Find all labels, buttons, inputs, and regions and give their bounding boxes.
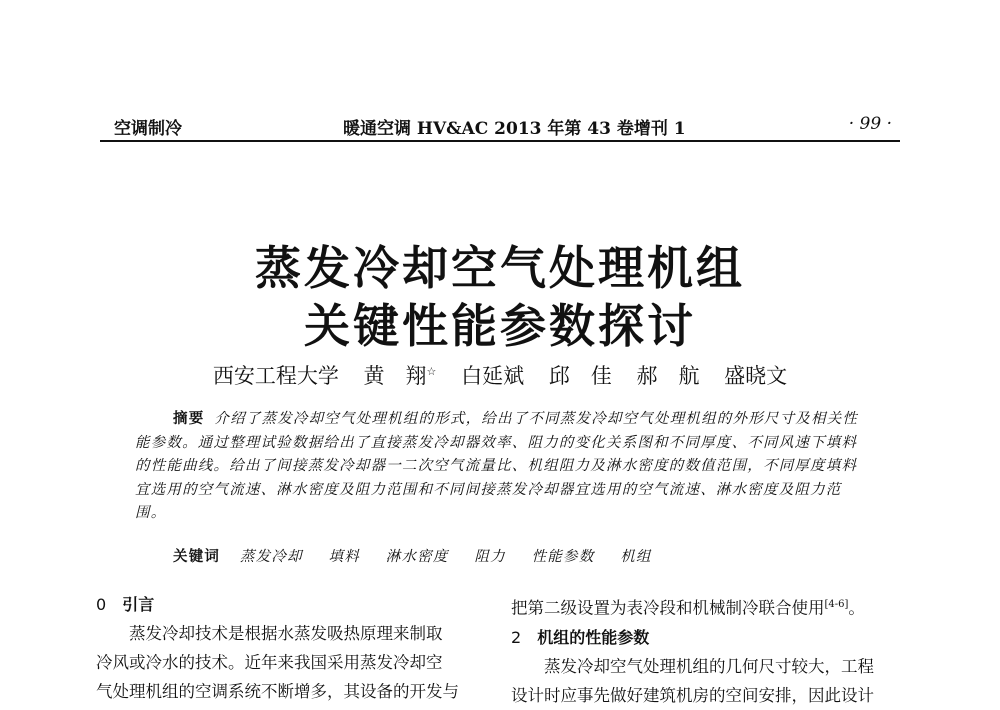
citation: [4-6] xyxy=(824,599,849,610)
abstract-text: 介绍了蒸发冷却空气处理机组的形式，给出了不同蒸发冷却空气处理机组的外形尺寸及相关性能参数。通过整理试验数据给出了直接蒸发冷却器效率、阻力的变化关系图和不同厚度、不同风速下填料的性能曲线。给出了间接蒸发冷却器一二次空气流量比、机组阻力及淋水密度的数值范围，不同厚度填料宜选用的空气流速、淋水密度及阻力范围和不同间接蒸发冷却器宜选用的空气流速、淋水密度及阻力范围。 xyxy=(135,411,859,521)
section-heading-intro xyxy=(96,590,476,619)
abstract-label: 摘要 xyxy=(173,410,205,427)
author-name: 郝 航 xyxy=(636,364,700,388)
title-line-1: 蒸发冷却空气处理机组 xyxy=(255,241,745,295)
keyword: 阻力 xyxy=(474,549,506,565)
section-number: 0 xyxy=(96,595,107,614)
keyword: 性能参数 xyxy=(531,549,595,565)
author-name: 盛晓文 xyxy=(724,364,788,388)
header-journal: 暖通空调 HV&AC 2013 年第 43 卷增刊 1 xyxy=(343,119,686,139)
left-column xyxy=(96,590,476,706)
keyword: 淋水密度 xyxy=(385,549,449,565)
keywords-label: 关键词 xyxy=(173,548,221,565)
corresponding-mark: ☆ xyxy=(426,365,437,378)
keywords xyxy=(173,545,672,566)
keyword: 蒸发冷却 xyxy=(239,549,303,565)
body-line: 气处理机组的空调系统不断增多，其设备的开发与 xyxy=(96,682,459,701)
affiliation: 西安工程大学 xyxy=(212,364,339,388)
section-title: 机组的性能参数 xyxy=(537,627,650,647)
header-page-number: · 99 · xyxy=(848,114,892,134)
body-line: 设计时应事先做好建筑机房的空间安排，因此设计 xyxy=(511,685,874,705)
body-line: 蒸发冷却技术是根据水蒸发吸热原理来制取 xyxy=(129,624,443,643)
keyword: 填料 xyxy=(328,549,360,565)
title-line-2: 关键性能参数探讨 xyxy=(304,299,696,353)
header-section: 空调制冷 xyxy=(114,119,182,139)
abstract xyxy=(135,407,863,526)
body-line: 把第二级设置为表冷段和机械制冷联合使用[4-6]。 xyxy=(511,598,865,618)
right-column xyxy=(511,590,891,710)
author-line xyxy=(0,360,1000,390)
body-line: 蒸发冷却空气处理机组的几何尺寸较大，工程 xyxy=(544,656,874,676)
running-header xyxy=(100,110,900,142)
body-line: 冷风或冷水的技术。近年来我国采用蒸发冷却空 xyxy=(96,653,443,672)
section-heading-performance xyxy=(511,623,891,652)
keyword: 机组 xyxy=(620,549,652,565)
author-name: 白延斌 xyxy=(461,364,525,388)
section-number: 2 xyxy=(511,627,522,647)
author-name: 黄 翔☆ xyxy=(363,364,437,388)
section-title: 引言 xyxy=(122,595,155,614)
author-name: 邱 佳 xyxy=(548,364,612,388)
